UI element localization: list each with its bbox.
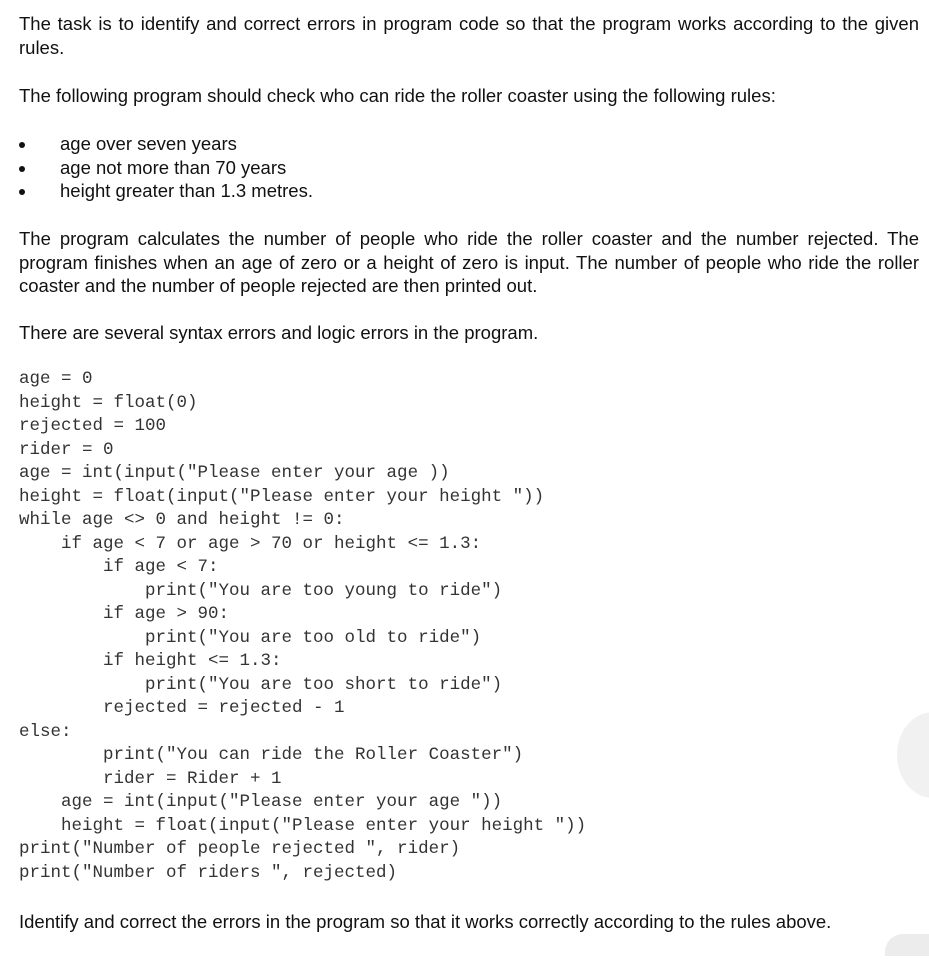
rule-text: height greater than 1.3 metres. xyxy=(60,180,313,201)
code-line: if age > 90: xyxy=(19,604,230,624)
errors-paragraph: There are several syntax errors and logic errors in the program. xyxy=(19,322,539,343)
code-line: print("You can ride the Roller Coaster") xyxy=(19,745,524,765)
code-line: age = int(input("Please enter your age ")) xyxy=(19,792,503,812)
task-paragraph: Identify and correct the errors in the program so that it works correctly according to the rules above. xyxy=(19,911,832,932)
code-line: print("Number of people rejected ", rider) xyxy=(19,839,461,859)
rule-text: age over seven years xyxy=(60,133,237,154)
code-line: print("You are too young to ride") xyxy=(19,580,503,601)
code-line: rider = Rider + 1 xyxy=(19,768,282,789)
code-line: rider = 0 xyxy=(19,439,114,460)
rule-item xyxy=(19,179,313,203)
code-line: else: xyxy=(19,721,72,742)
rules-intro-paragraph: The following program should check who can ride the roller coaster using the following rules: xyxy=(19,85,776,106)
scroll-indicator[interactable] xyxy=(897,712,929,798)
code-line: print("Number of riders ", rejected) xyxy=(19,862,398,883)
intro-paragraph: The task is to identify and correct errors in program code so that the program works according to the given rules. xyxy=(19,13,919,58)
code-line: rejected = 100 xyxy=(19,416,167,436)
code-line: height = float(0) xyxy=(19,392,198,413)
code-line: rejected = rejected - 1 xyxy=(19,698,345,718)
code-line: if age < 7: xyxy=(19,557,219,577)
bullet-icon xyxy=(19,142,25,148)
code-line: age = int(input("Please enter your age )) xyxy=(19,463,450,483)
code-line: age = 0 xyxy=(19,369,93,389)
code-line: height = float(input("Please enter your height ")) xyxy=(19,486,545,507)
calculation-paragraph: The program calculates the number of people who ride the roller coaster and the number rejected. The program finishes when an age of zero or a height of zero is input. The number of people who ride the roller coaster and the number of people rejected are then printed out. xyxy=(19,228,919,296)
rule-item xyxy=(19,132,313,156)
rule-item xyxy=(19,156,313,180)
bullet-icon xyxy=(19,189,25,195)
code-block xyxy=(19,368,586,885)
code-line: while age <> 0 and height != 0: xyxy=(19,510,345,530)
rules-list xyxy=(19,132,313,203)
code-line: print("You are too short to ride") xyxy=(19,674,503,695)
rule-text: age not more than 70 years xyxy=(60,156,287,178)
code-line: print("You are too old to ride") xyxy=(19,627,482,648)
corner-overlay xyxy=(885,934,929,956)
code-line: height = float(input("Please enter your height ")) xyxy=(19,815,587,836)
code-line: if height <= 1.3: xyxy=(19,651,282,671)
bullet-icon xyxy=(19,166,25,172)
code-line: if age < 7 or age > 70 or height <= 1.3: xyxy=(19,533,482,554)
